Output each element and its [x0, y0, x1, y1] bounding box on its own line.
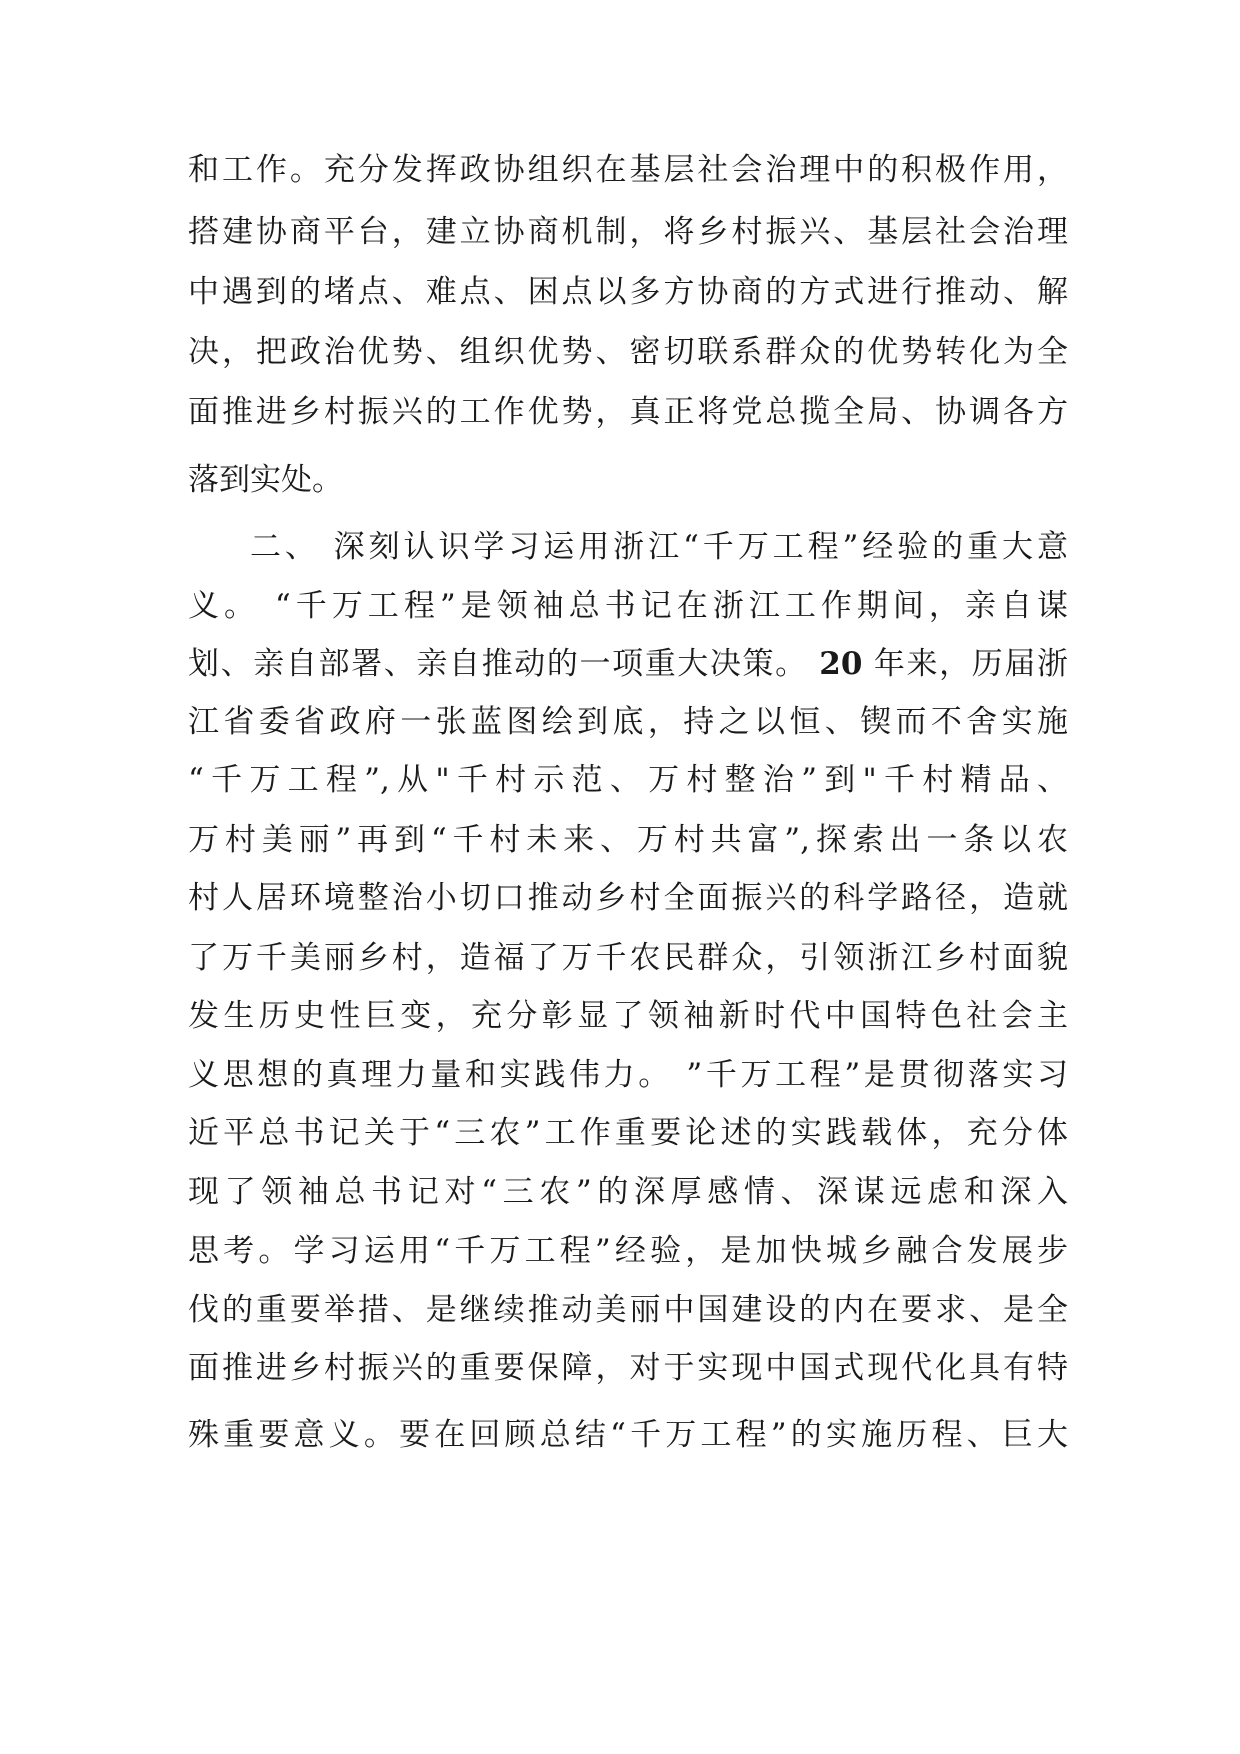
paragraph-2-line-14: 伐的重要举措、是继续推动美丽中国建设的内在要求、是全	[188, 1292, 1068, 1328]
section-two-heading-line: 二、 深刻认识学习运用浙江“千万工程”经验的重大意	[250, 529, 1068, 565]
paragraph-2-line-15: 面推进乡村振兴的重要保障，对于实现中国式现代化具有特	[188, 1350, 1068, 1386]
paragraph-2-line-4: 江省委省政府一张蓝图绘到底，持之以恒、锲而不舍实施	[188, 704, 1068, 740]
paragraph-2-line-5: “千万工程”,从"千村示范、万村整治”到"千村精品、	[188, 762, 1068, 798]
paragraph-2-line-16: 殊重要意义。要在回顾总结“千万工程”的实施历程、巨大	[188, 1417, 1068, 1453]
paragraph-2-line-11: 近平总书记关于“三农”工作重要论述的实践载体，充分体	[188, 1115, 1068, 1151]
paragraph-1-line-2: 搭建协商平台，建立协商机制，将乡村振兴、基层社会治理	[188, 214, 1068, 250]
paragraph-2-line-10: 义思想的真理力量和实践伟力。 ”千万工程”是贯彻落实习	[188, 1057, 1068, 1093]
paragraph-1-line-4: 决，把政治优势、组织优势、密切联系群众的优势转化为全	[188, 334, 1068, 370]
paragraph-1-line-5: 面推进乡村振兴的工作优势，真正将党总揽全局、协调各方	[188, 394, 1068, 430]
paragraph-1-line-1: 和工作。充分发挥政协组织在基层社会治理中的积极作用，	[188, 152, 1068, 188]
paragraph-2-line-13: 思考。学习运用“千万工程”经验，是加快城乡融合发展步	[188, 1233, 1068, 1269]
paragraph-2-line-3-suffix: 年来，历届浙	[873, 646, 1069, 682]
paragraph-2-line-3-prefix: 划、亲自部署、亲自推动的一项重大决策。	[188, 646, 808, 682]
year-count-number: 20	[819, 646, 863, 682]
paragraph-1-line-6: 落到实处。	[188, 462, 343, 498]
paragraph-2-line-2: 义。 “千万工程”是领袖总书记在浙江工作期间，亲自谋	[188, 588, 1068, 624]
paragraph-2-line-3	[188, 642, 1068, 686]
paragraph-1-line-3: 中遇到的堵点、难点、困点以多方协商的方式进行推动、解	[188, 274, 1068, 310]
paragraph-2-line-9: 发生历史性巨变，充分彰显了领袖新时代中国特色社会主	[188, 998, 1068, 1034]
paragraph-2-line-8: 了万千美丽乡村，造福了万千农民群众，引领浙江乡村面貌	[188, 940, 1068, 976]
paragraph-2-line-7: 村人居环境整治小切口推动乡村全面振兴的科学路径，造就	[188, 880, 1068, 916]
paragraph-2-line-6: 万村美丽”再到“千村未来、万村共富”,探索出一条以农	[188, 822, 1068, 858]
paragraph-2-line-12: 现了领袖总书记对“三农”的深厚感情、深谋远虑和深入	[188, 1174, 1068, 1210]
